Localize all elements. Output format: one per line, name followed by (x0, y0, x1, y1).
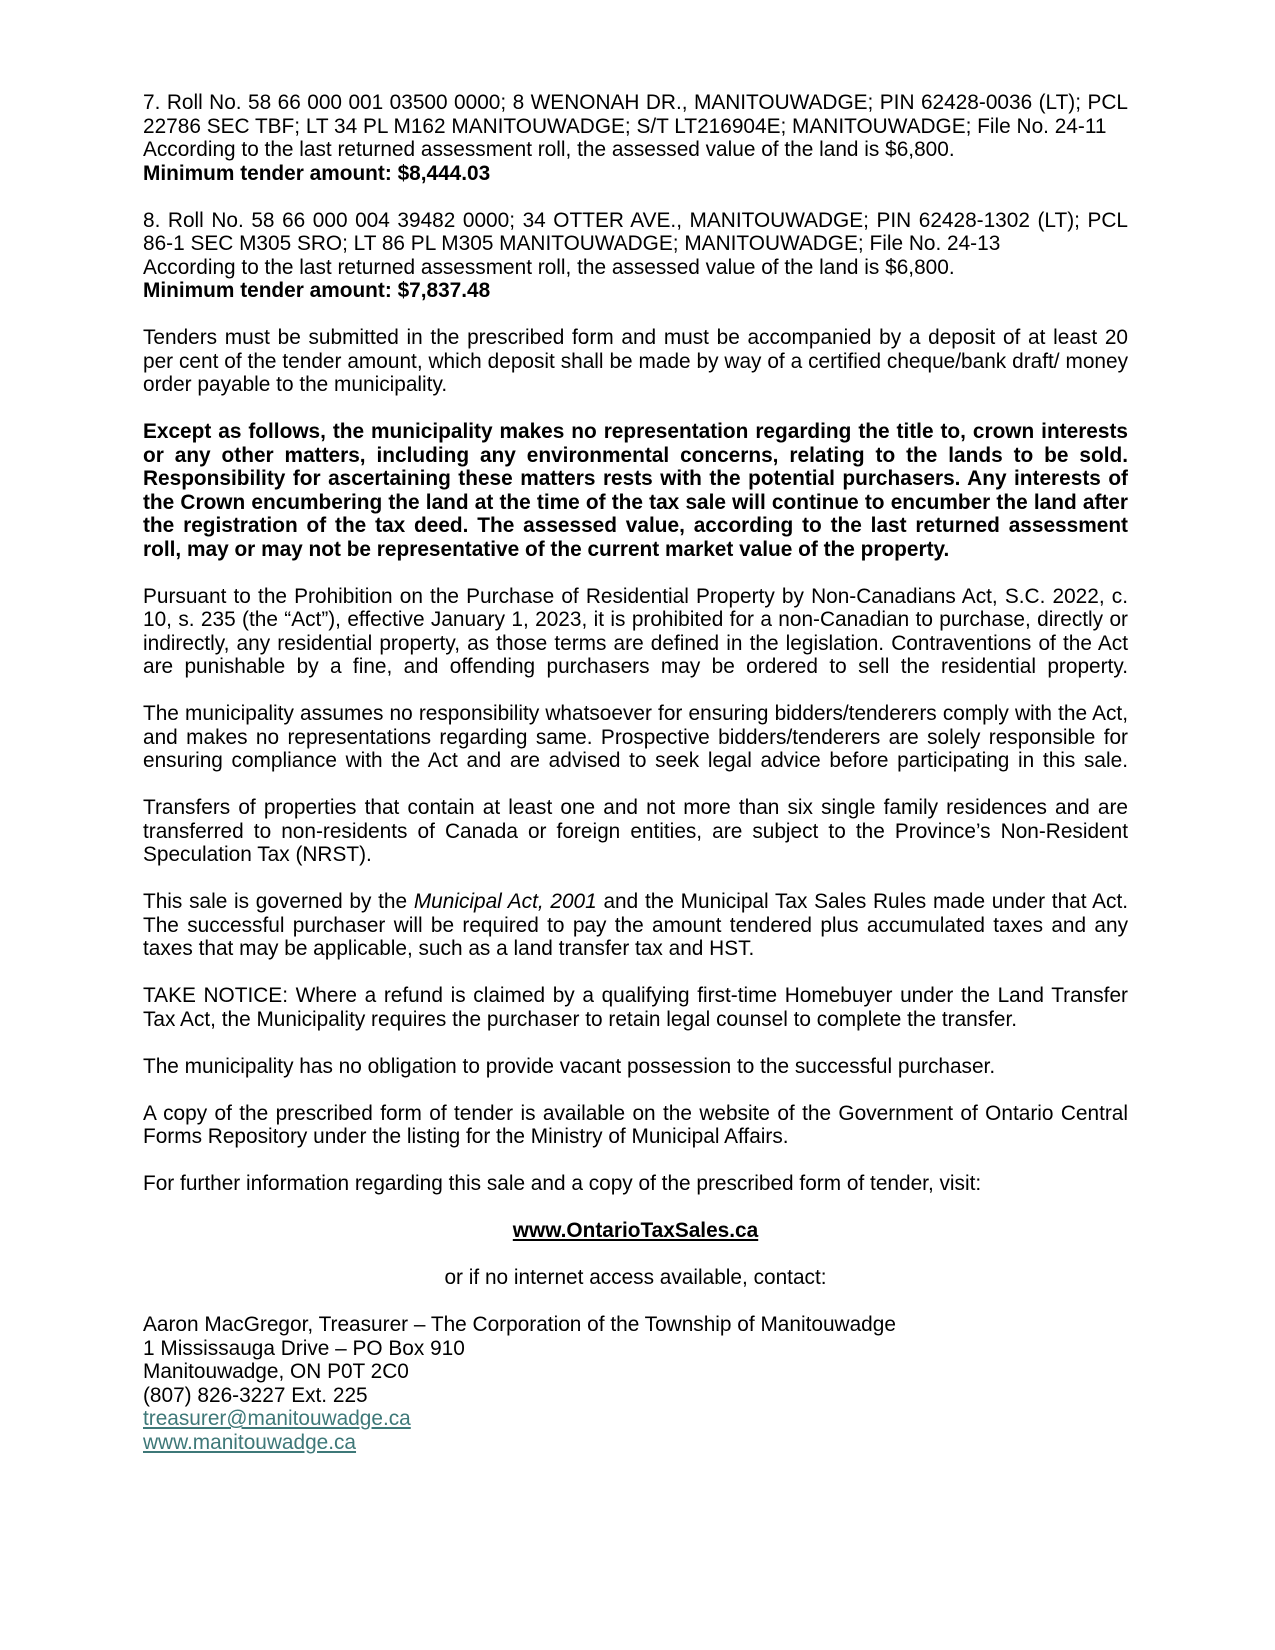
take-notice-paragraph: TAKE NOTICE: Where a refund is claimed by a qualifying first-time Homebuyer under the Land Transfer Tax Act, the Municipality requires the purchaser to retain legal counsel to complete the transfer. (143, 984, 1128, 1031)
vacant-possession-paragraph: The municipality has no obligation to provide vacant possession to the successful purchaser. (143, 1054, 996, 1078)
non-canadians-act-paragraph: Pursuant to the Prohibition on the Purchase of Residential Property by Non-Canadians Act, S.C. 2022, c. 10, s. 235 (the “Act”), effective January 1, 2023, it is prohibited for a non-Canadian to purchase, directly or indirectly, any residential property, as those terms are defined in the legislation. Contraventions of the Act are punishable by a fine, and offending purchasers may be ordered to sell the residential property. (143, 584, 1128, 678)
municipal-act-title: Municipal Act, 2001 (413, 890, 597, 913)
nrst-paragraph: Transfers of properties that contain at least one and not more than six single family residences and are transferred to non-residents of Canada or foreign entities, are subject to the Province’s Non-Resident Speculation Tax (NRST). (143, 796, 1128, 866)
minimum-tender-amount: Minimum tender amount: $7,837.48 (143, 279, 491, 302)
contact-address-line1: 1 Mississauga Drive – PO Box 910 (143, 1336, 465, 1360)
governing-text-pre: This sale is governed by the (143, 890, 414, 913)
contact-block (143, 1313, 1128, 1454)
governing-legislation-paragraph (143, 890, 1128, 961)
municipal-website-link[interactable]: www.manitouwadge.ca (143, 1430, 357, 1454)
contact-address-line2: Manitouwadge, ON P0T 2C0 (143, 1360, 409, 1383)
contact-name-title: Aaron MacGregor, Treasurer – The Corporation of the Township of Manitouwadge (143, 1313, 896, 1336)
no-responsibility-paragraph: The municipality assumes no responsibility whatsoever for ensuring bidders/tenderers comply with the Act, and makes no representations regarding same. Prospective bidders/tenderers are solely responsible for ensuring compliance with the Act and are advised to seek legal advice before participating in this sale. (143, 702, 1128, 772)
assessed-value-line: According to the last returned assessment roll, the assessed value of the land is $6,800. (143, 255, 955, 279)
ontario-tax-sales-link[interactable]: www.OntarioTaxSales.ca (512, 1219, 759, 1242)
governing-text-post: and the Municipal Tax Sales Rules made under that Act. The successful purchaser will be required to pay the amount tendered plus accumulated taxes and any taxes that may be applicable, such as a land transfer tax and HST. (143, 890, 1129, 960)
contact-website-line (143, 1431, 1128, 1455)
no-internet-contact-line: or if no internet access available, contact: (444, 1266, 827, 1289)
tender-submission-paragraph: Tenders must be submitted in the prescribed form and must be accompanied by a deposit of at least 20 per cent of the tender amount, which deposit shall be made by way of a certified cheque/bank draft/ money order payable to the municipality. (143, 326, 1128, 396)
treasurer-email-link[interactable]: treasurer@manitouwadge.ca (143, 1407, 411, 1430)
further-information-line: For further information regarding this sale and a copy of the prescribed form of tender, visit: (143, 1172, 982, 1195)
contact-phone: (807) 826-3227 Ext. 225 (143, 1383, 368, 1407)
property-listing-7 (143, 91, 1128, 185)
title-disclaimer-paragraph: Except as follows, the municipality makes no representation regarding the title to, crown interests or any other matters, including any environmental concerns, relating to the lands to be sold. Responsibility for ascertaining these matters rests with the potential purchasers. Any interests of the Crown encumbering the land at the time of the tax sale will continue to encumber the land after the registration of the tax deed. The assessed value, according to the last returned assessment roll, may or may not be representative of the current market value of the property. (143, 420, 1128, 561)
contact-email-line (143, 1407, 1128, 1431)
ontario-tax-sales-line (143, 1219, 1128, 1243)
assessed-value-line: According to the last returned assessment roll, the assessed value of the land is $6,800. (143, 138, 955, 161)
property-description: 8. Roll No. 58 66 000 004 39482 0000; 34 OTTER AVE., MANITOUWADGE; PIN 62428-1302 (LT); PCL 86-1 SEC M305 SRO; LT 86 PL M305 MANITOUWADGE; MANITOUWADGE; File No. 24-13 (143, 208, 1128, 255)
property-description: 7. Roll No. 58 66 000 001 03500 0000; 8 WENONAH DR., MANITOUWADGE; PIN 62428-0036 (LT); PCL 22786 SEC TBF; LT 34 PL M162 MANITOUWADGE; S/T LT216904E; MANITOUWADGE; File No. 24-11 (143, 91, 1128, 138)
text-column (143, 91, 1128, 1454)
minimum-tender-amount: Minimum tender amount: $8,444.03 (143, 161, 491, 185)
property-listing-8 (143, 209, 1128, 303)
prescribed-form-paragraph: A copy of the prescribed form of tender is available on the website of the Government of Ontario Central Forms Repository under the listing for the Ministry of Municipal Affairs. (143, 1101, 1128, 1148)
